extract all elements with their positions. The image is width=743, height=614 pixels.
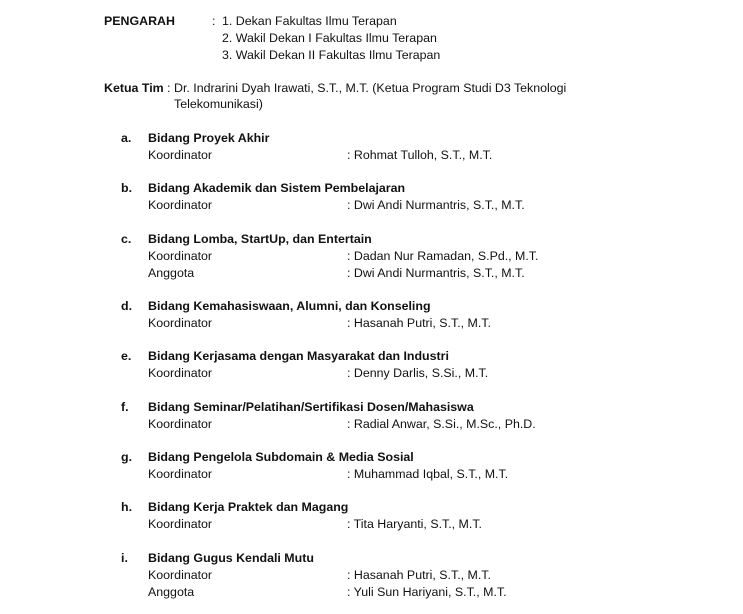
member-role: Anggota <box>148 585 195 599</box>
ketua-colon: : <box>167 81 171 95</box>
member-row <box>0 466 743 483</box>
bidang-letter: h. <box>121 500 133 514</box>
bidang-title: Bidang Gugus Kendali Mutu <box>148 551 314 565</box>
bidang-title: Bidang Lomba, StartUp, dan Entertain <box>148 232 372 246</box>
member-name: : Muhammad Iqbal, S.T., M.T. <box>347 467 509 481</box>
member-row <box>0 248 743 265</box>
bidang-letter: g. <box>121 450 133 464</box>
member-row <box>0 197 743 214</box>
member-name: : Yuli Sun Hariyani, S.T., M.T. <box>347 585 507 599</box>
member-name: : Dadan Nur Ramadan, S.Pd., M.T. <box>347 249 539 263</box>
ketua-label: Ketua Tim <box>104 81 164 95</box>
member-row <box>0 315 743 332</box>
bidang-letter: c. <box>121 232 132 246</box>
bidang-title: Bidang Kemahasiswaan, Alumni, dan Konseling <box>148 299 431 313</box>
member-row <box>0 365 743 382</box>
bidang-header <box>0 231 743 248</box>
bidang-header <box>0 348 743 365</box>
bidang-header <box>0 449 743 466</box>
member-name: : Hasanah Putri, S.T., M.T. <box>347 316 491 330</box>
member-role: Koordinator <box>148 467 213 481</box>
member-row <box>0 147 743 164</box>
pengarah-colon: : <box>212 14 216 28</box>
member-name: : Radial Anwar, S.Si., M.Sc., Ph.D. <box>347 417 536 431</box>
bidang-letter: f. <box>121 400 129 414</box>
bidang-header <box>0 180 743 197</box>
bidang-title: Bidang Kerja Praktek dan Magang <box>148 500 349 514</box>
pengarah-item: 1. Dekan Fakultas Ilmu Terapan <box>222 14 397 28</box>
member-name: : Hasanah Putri, S.T., M.T. <box>347 568 491 582</box>
member-name: : Dwi Andi Nurmantris, S.T., M.T. <box>347 198 525 212</box>
pengarah-item: 2. Wakil Dekan I Fakultas Ilmu Terapan <box>222 31 437 45</box>
bidang-letter: i. <box>121 551 128 565</box>
member-role: Koordinator <box>148 366 213 380</box>
member-row <box>0 416 743 433</box>
pengarah-item: 3. Wakil Dekan II Fakultas Ilmu Terapan <box>222 48 441 62</box>
member-role: Koordinator <box>148 568 213 582</box>
member-name: : Dwi Andi Nurmantris, S.T., M.T. <box>347 266 525 280</box>
bidang-letter: d. <box>121 299 133 313</box>
member-role: Koordinator <box>148 198 213 212</box>
member-role: Koordinator <box>148 249 213 263</box>
member-row <box>0 567 743 584</box>
pengarah-label: PENGARAH <box>104 14 175 28</box>
bidang-header <box>0 550 743 567</box>
member-role: Anggota <box>148 266 195 280</box>
bidang-header <box>0 499 743 516</box>
member-name: : Tita Haryanti, S.T., M.T. <box>347 517 482 531</box>
member-row <box>0 584 743 601</box>
member-name: : Denny Darlis, S.Si., M.T. <box>347 366 489 380</box>
ketua-name-line1: Dr. Indrarini Dyah Irawati, S.T., M.T. (Ketua Program Studi D3 Teknologi <box>174 81 567 95</box>
member-role: Koordinator <box>148 316 213 330</box>
ketua-name-line2: Telekomunikasi) <box>174 97 263 111</box>
bidang-title: Bidang Pengelola Subdomain & Media Sosial <box>148 450 414 464</box>
member-name: : Rohmat Tulloh, S.T., M.T. <box>347 148 493 162</box>
bidang-letter: a. <box>121 131 132 145</box>
bidang-letter: b. <box>121 181 133 195</box>
member-row <box>0 265 743 282</box>
bidang-title: Bidang Proyek Akhir <box>148 131 270 145</box>
member-row <box>0 516 743 533</box>
bidang-header <box>0 399 743 416</box>
bidang-letter: e. <box>121 349 132 363</box>
bidang-header <box>0 130 743 147</box>
member-role: Koordinator <box>148 517 213 531</box>
bidang-title: Bidang Kerjasama dengan Masyarakat dan Industri <box>148 349 449 363</box>
bidang-header <box>0 298 743 315</box>
bidang-title: Bidang Akademik dan Sistem Pembelajaran <box>148 181 406 195</box>
bidang-title: Bidang Seminar/Pelatihan/Sertifikasi Dosen/Mahasiswa <box>148 400 474 414</box>
member-role: Koordinator <box>148 148 213 162</box>
member-role: Koordinator <box>148 417 213 431</box>
